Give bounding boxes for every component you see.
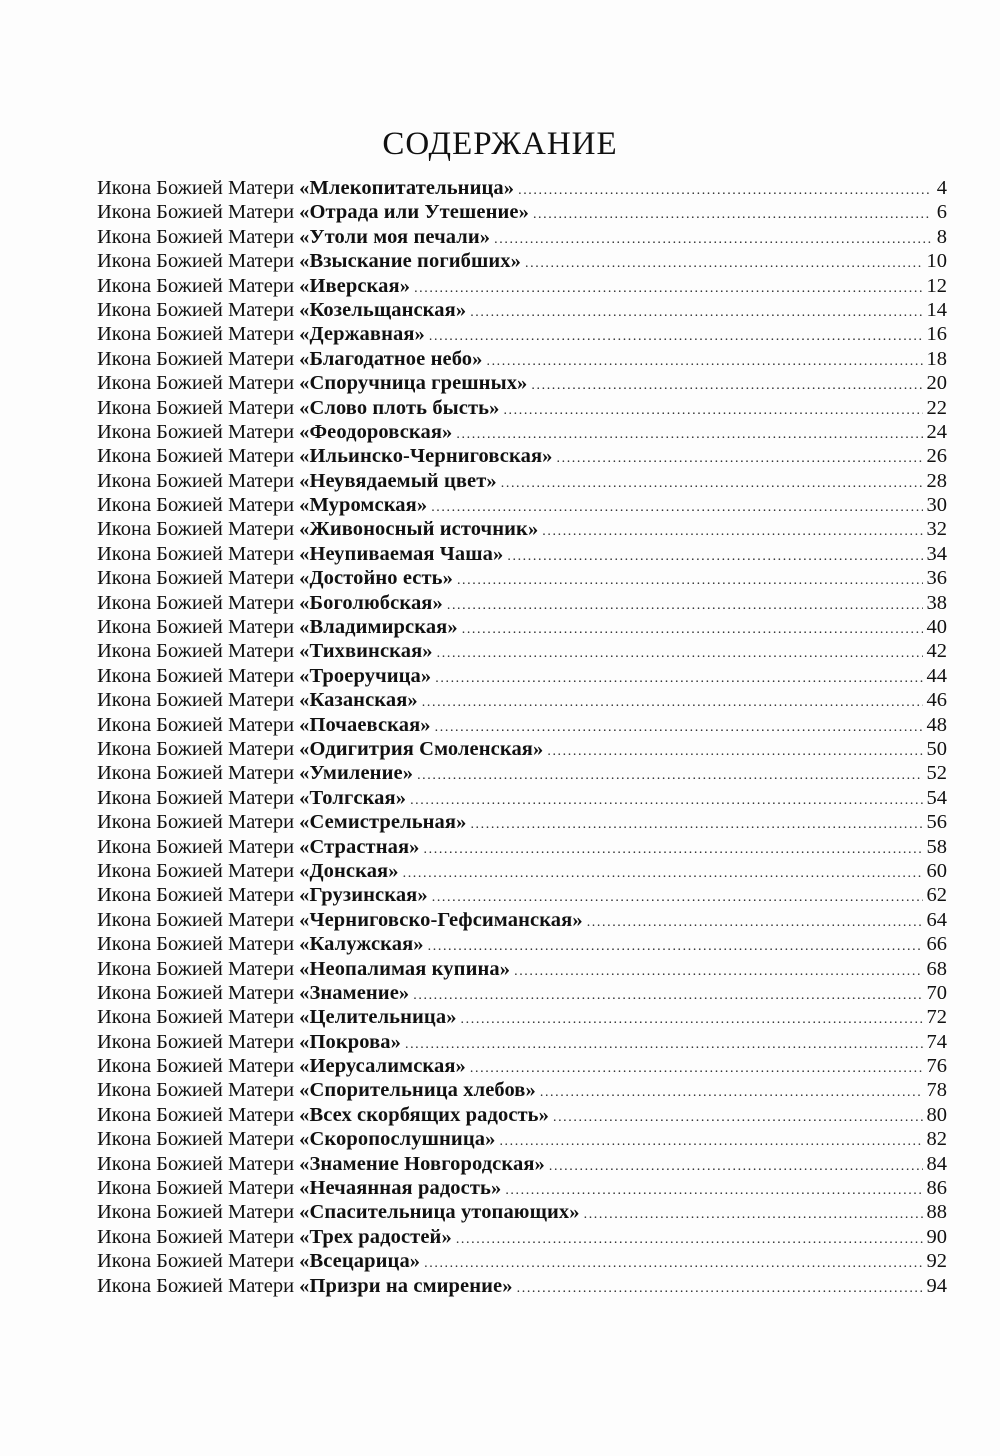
toc-entry-title: «Ильинско-Черниговская»	[299, 445, 553, 468]
dot-leader	[525, 252, 922, 276]
toc-entry[interactable]	[97, 639, 947, 663]
toc-entry-title: «Неувядаемый цвет»	[299, 469, 497, 492]
dot-leader	[461, 1008, 923, 1032]
dot-leader	[470, 301, 922, 325]
dot-leader	[410, 789, 922, 813]
toc-entry-page-number: 92	[926, 1250, 947, 1273]
table-of-contents	[97, 176, 947, 1298]
toc-entry-prefix: Икона Божией Матери	[97, 494, 295, 517]
toc-entry[interactable]	[97, 615, 947, 639]
dot-leader	[499, 1130, 922, 1154]
toc-entry-title: «Троеручица»	[299, 664, 432, 687]
toc-entry-title: «Муромская»	[299, 494, 428, 517]
toc-entry-title: «Умиление»	[299, 762, 414, 785]
toc-entry-page-number: 28	[926, 469, 947, 492]
toc-entry-page-number: 76	[926, 1055, 947, 1078]
dot-leader	[514, 960, 922, 984]
toc-entry-title: «Донская»	[299, 859, 399, 882]
toc-entry-title: «Иерусалимская»	[299, 1055, 466, 1078]
toc-entry-prefix: Икона Божией Матери	[97, 933, 295, 956]
toc-entry-prefix: Икона Божией Матери	[97, 640, 295, 663]
dot-leader	[557, 447, 923, 471]
toc-entry-title: «Млекопитательница»	[299, 177, 515, 199]
toc-entry-prefix: Икона Божией Матери	[97, 762, 295, 785]
toc-entry-page-number: 34	[926, 542, 947, 565]
toc-entry-title: «Неопалимая купина»	[299, 957, 511, 980]
toc-entry-prefix: Икона Божией Матери	[97, 1030, 295, 1053]
toc-entry-prefix: Икона Божией Матери	[97, 518, 295, 541]
toc-entry-title: «Иверская»	[299, 274, 411, 297]
toc-entry-title: «Державная»	[299, 323, 425, 346]
toc-entry-title: «Одигитрия Смоленская»	[299, 737, 544, 760]
toc-entry[interactable]	[97, 1054, 947, 1078]
toc-entry-title: «Почаевская»	[299, 713, 431, 736]
toc-entry-prefix: Икона Божией Матери	[97, 957, 295, 980]
dot-leader	[547, 740, 922, 764]
toc-entry-page-number: 46	[926, 689, 947, 712]
dot-leader	[542, 520, 922, 544]
toc-entry-prefix: Икона Божией Матери	[97, 372, 295, 395]
toc-entry-title: «Трех радостей»	[299, 1225, 452, 1248]
toc-entry-prefix: Икона Божией Матери	[97, 1250, 295, 1273]
toc-entry-page-number: 22	[926, 396, 947, 419]
toc-entry[interactable]	[97, 1005, 947, 1029]
toc-entry[interactable]	[97, 200, 947, 224]
toc-entry-prefix: Икона Божией Матери	[97, 591, 295, 614]
toc-entry-prefix: Икона Божией Матери	[97, 1055, 295, 1078]
dot-leader	[540, 1081, 923, 1105]
toc-entry-prefix: Икона Божией Матери	[97, 616, 295, 639]
toc-entry-title: «Всех скорбящих радость»	[299, 1103, 549, 1126]
toc-entry-page-number: 56	[926, 811, 947, 834]
toc-entry-prefix: Икона Божией Матери	[97, 225, 295, 248]
dot-leader	[587, 911, 923, 935]
dot-leader	[429, 325, 923, 349]
dot-leader	[501, 472, 923, 496]
dot-leader	[405, 1033, 923, 1057]
toc-entry-title: «Козельщанская»	[299, 298, 467, 321]
toc-entry-page-number: 72	[926, 1006, 947, 1029]
toc-entry-page-number: 38	[926, 591, 947, 614]
toc-entry[interactable]	[97, 176, 947, 200]
toc-entry-page-number: 78	[926, 1079, 947, 1102]
toc-entry-title: «Всецарица»	[299, 1250, 421, 1273]
toc-entry-prefix: Икона Божией Матери	[97, 835, 295, 858]
toc-entry-title: «Казанская»	[299, 689, 418, 712]
toc-entry-page-number: 30	[926, 494, 947, 517]
toc-entry-page-number: 70	[926, 981, 947, 1004]
toc-entry-prefix: Икона Божией Матери	[97, 689, 295, 712]
dot-leader	[553, 1106, 923, 1130]
toc-entry-page-number: 58	[926, 835, 947, 858]
toc-entry-prefix: Икона Божией Матери	[97, 445, 295, 468]
toc-entry[interactable]	[97, 761, 947, 785]
toc-entry[interactable]	[97, 1152, 947, 1176]
toc-entry[interactable]	[97, 957, 947, 981]
dot-leader	[486, 350, 922, 374]
toc-entry-prefix: Икона Божией Матери	[97, 1152, 295, 1175]
toc-entry[interactable]	[97, 981, 947, 1005]
dot-leader	[456, 1228, 923, 1252]
toc-entry-page-number: 50	[926, 737, 947, 760]
toc-entry-page-number: 32	[926, 518, 947, 541]
toc-entry-title: «Спорительница хлебов»	[299, 1079, 536, 1102]
toc-entry-page-number: 6	[936, 201, 947, 224]
toc-entry[interactable]	[97, 835, 947, 859]
toc-entry-prefix: Икона Божией Матери	[97, 859, 295, 882]
toc-entry-prefix: Икона Божией Матери	[97, 201, 295, 224]
toc-entry-page-number: 24	[926, 420, 947, 443]
toc-entry-prefix: Икона Божией Матери	[97, 664, 295, 687]
toc-entry[interactable]	[97, 664, 947, 688]
dot-leader	[470, 813, 922, 837]
toc-entry-prefix: Икона Божией Матери	[97, 1177, 295, 1200]
toc-entry-title: «Нечаянная радость»	[299, 1177, 502, 1200]
toc-entry[interactable]	[97, 713, 947, 737]
toc-entry-title: «Тихвинская»	[299, 640, 433, 663]
toc-entry[interactable]	[97, 347, 947, 371]
toc-entry-title: «Калужская»	[299, 933, 424, 956]
toc-entry-page-number: 84	[926, 1152, 947, 1175]
toc-entry-prefix: Икона Божией Матери	[97, 811, 295, 834]
toc-entry-prefix: Икона Божией Матери	[97, 1201, 295, 1224]
toc-entry-prefix: Икона Божией Матери	[97, 1128, 295, 1151]
toc-entry[interactable]	[97, 322, 947, 346]
dot-leader	[517, 1277, 923, 1301]
dot-leader	[414, 277, 922, 301]
toc-entry[interactable]	[97, 1200, 947, 1224]
toc-entry[interactable]	[97, 542, 947, 566]
toc-entry[interactable]	[97, 566, 947, 590]
toc-entry[interactable]	[97, 493, 947, 517]
toc-entry[interactable]	[97, 1078, 947, 1102]
toc-entry-title: «Знамение»	[299, 981, 410, 1004]
toc-entry-title: «Феодоровская»	[299, 420, 453, 443]
toc-entry-prefix: Икона Божией Матери	[97, 323, 295, 346]
toc-entry-page-number: 44	[926, 664, 947, 687]
toc-entry-title: «Боголюбская»	[299, 591, 443, 614]
toc-entry-prefix: Икона Божией Матери	[97, 981, 295, 1004]
toc-entry-title: «Толгская»	[299, 786, 407, 809]
toc-entry-prefix: Икона Божией Матери	[97, 713, 295, 736]
toc-entry-title: «Призри на смирение»	[299, 1274, 513, 1297]
toc-entry[interactable]	[97, 591, 947, 615]
dot-leader	[435, 667, 922, 691]
toc-entry[interactable]	[97, 737, 947, 761]
toc-entry-title: «Спасительница утопающих»	[299, 1201, 580, 1224]
toc-entry-title: «Покрова»	[299, 1030, 401, 1053]
toc-entry[interactable]	[97, 420, 947, 444]
dot-leader	[533, 203, 931, 227]
toc-entry[interactable]	[97, 1249, 947, 1273]
dot-leader	[462, 618, 923, 642]
toc-entry[interactable]	[97, 1127, 947, 1151]
toc-entry-title: «Споручница грешных»	[299, 372, 528, 395]
toc-entry[interactable]	[97, 908, 947, 932]
toc-entry-title: «Целительница»	[299, 1006, 457, 1029]
toc-entry-title: «Владимирская»	[299, 616, 458, 639]
toc-entry-prefix: Икона Божией Матери	[97, 1006, 295, 1029]
dot-leader	[549, 1155, 923, 1179]
toc-entry-title: «Семистрельная»	[299, 811, 467, 834]
toc-entry-page-number: 4	[936, 177, 947, 199]
toc-entry-prefix: Икона Божией Матери	[97, 1274, 295, 1297]
toc-entry-page-number: 48	[926, 713, 947, 736]
toc-entry-prefix: Икона Божией Матери	[97, 1079, 295, 1102]
toc-entry-title: «Утоли моя печали»	[299, 225, 491, 248]
dot-leader	[584, 1203, 923, 1227]
toc-entry-title: «Благодатное небо»	[299, 347, 483, 370]
toc-entry-prefix: Икона Божией Матери	[97, 1225, 295, 1248]
toc-entry-prefix: Икона Божией Матери	[97, 737, 295, 760]
toc-entry-page-number: 64	[926, 908, 947, 931]
toc-entry-title: «Слово плоть бысть»	[299, 396, 500, 419]
toc-entry-title: «Грузинская»	[299, 884, 428, 907]
toc-entry-title: «Черниговско-Гефсиманская»	[299, 908, 583, 931]
toc-entry-title: «Страстная»	[299, 835, 420, 858]
toc-entry-page-number: 8	[936, 225, 947, 248]
toc-entry-page-number: 94	[926, 1274, 947, 1297]
toc-entry-prefix: Икона Божией Матери	[97, 298, 295, 321]
toc-entry-title: «Скоропослушница»	[299, 1128, 496, 1151]
toc-entry[interactable]	[97, 469, 947, 493]
dot-leader	[518, 179, 931, 203]
toc-entry[interactable]	[97, 859, 947, 883]
dot-leader	[424, 838, 923, 862]
page-title: СОДЕРЖАНИЕ	[382, 126, 618, 162]
toc-entry[interactable]	[97, 1103, 947, 1127]
toc-entry-page-number: 90	[926, 1225, 947, 1248]
toc-entry[interactable]	[97, 371, 947, 395]
toc-entry-page-number: 62	[926, 884, 947, 907]
dot-leader	[403, 862, 923, 886]
toc-entry[interactable]	[97, 688, 947, 712]
toc-entry-page-number: 26	[926, 445, 947, 468]
toc-entry-prefix: Икона Божией Матери	[97, 420, 295, 443]
toc-entry-page-number: 88	[926, 1201, 947, 1224]
toc-entry-prefix: Икона Божией Матери	[97, 469, 295, 492]
toc-entry[interactable]	[97, 786, 947, 810]
toc-entry[interactable]	[97, 1030, 947, 1054]
toc-entry-page-number: 10	[926, 250, 947, 273]
dot-leader	[503, 399, 922, 423]
toc-entry[interactable]	[97, 396, 947, 420]
toc-entry-title: «Взыскание погибших»	[299, 250, 522, 273]
toc-entry-page-number: 18	[926, 347, 947, 370]
toc-entry[interactable]	[97, 810, 947, 834]
toc-entry-title: «Неупиваемая Чаша»	[299, 542, 504, 565]
toc-entry-prefix: Икона Божией Матери	[97, 177, 295, 199]
toc-entry-prefix: Икона Божией Матери	[97, 884, 295, 907]
toc-entry-page-number: 40	[926, 616, 947, 639]
toc-entry-prefix: Икона Божией Матери	[97, 396, 295, 419]
toc-entry-page-number: 68	[926, 957, 947, 980]
dot-leader	[417, 764, 922, 788]
toc-entry-page-number: 14	[926, 298, 947, 321]
toc-entry[interactable]	[97, 274, 947, 298]
dot-leader	[457, 569, 923, 593]
toc-entry[interactable]	[97, 1225, 947, 1249]
toc-entry-page-number: 74	[926, 1030, 947, 1053]
toc-entry[interactable]	[97, 1176, 947, 1200]
toc-entry-page-number: 42	[926, 640, 947, 663]
dot-leader	[470, 1057, 923, 1081]
dot-leader	[422, 691, 923, 715]
toc-entry-title: «Отрада или Утешение»	[299, 201, 529, 224]
toc-entry-prefix: Икона Божией Матери	[97, 274, 295, 297]
toc-entry-page-number: 80	[926, 1103, 947, 1126]
toc-entry[interactable]	[97, 932, 947, 956]
toc-entry-page-number: 66	[926, 933, 947, 956]
dot-leader	[447, 594, 923, 618]
dot-leader	[494, 228, 931, 252]
toc-entry-page-number: 54	[926, 786, 947, 809]
toc-entry-prefix: Икона Божией Матери	[97, 347, 295, 370]
toc-entry-page-number: 16	[926, 323, 947, 346]
dot-leader	[413, 984, 922, 1008]
toc-entry[interactable]	[97, 249, 947, 273]
dot-leader	[531, 374, 922, 398]
toc-entry-prefix: Икона Божией Матери	[97, 542, 295, 565]
toc-entry-prefix: Икона Божией Матери	[97, 250, 295, 273]
toc-entry-page-number: 60	[926, 859, 947, 882]
toc-entry[interactable]	[97, 517, 947, 541]
toc-entry[interactable]	[97, 298, 947, 322]
dot-leader	[437, 642, 923, 666]
toc-entry-prefix: Икона Божией Матери	[97, 908, 295, 931]
toc-entry-title: «Знамение Новгородская»	[299, 1152, 545, 1175]
toc-entry-page-number: 82	[926, 1128, 947, 1151]
toc-entry-title: «Достойно есть»	[299, 567, 453, 590]
toc-entry-page-number: 86	[926, 1177, 947, 1200]
toc-entry-prefix: Икона Божией Матери	[97, 1103, 295, 1126]
toc-entry[interactable]	[97, 225, 947, 249]
toc-entry[interactable]	[97, 1274, 947, 1298]
toc-entry[interactable]	[97, 444, 947, 468]
toc-entry-page-number: 36	[926, 567, 947, 590]
toc-entry-page-number: 20	[926, 372, 947, 395]
toc-entry-prefix: Икона Божией Матери	[97, 567, 295, 590]
toc-entry-prefix: Икона Божией Матери	[97, 786, 295, 809]
dot-leader	[507, 545, 922, 569]
toc-entry-title: «Живоносный источник»	[299, 518, 539, 541]
toc-entry[interactable]	[97, 883, 947, 907]
toc-entry-page-number: 12	[926, 274, 947, 297]
toc-entry-page-number: 52	[926, 762, 947, 785]
